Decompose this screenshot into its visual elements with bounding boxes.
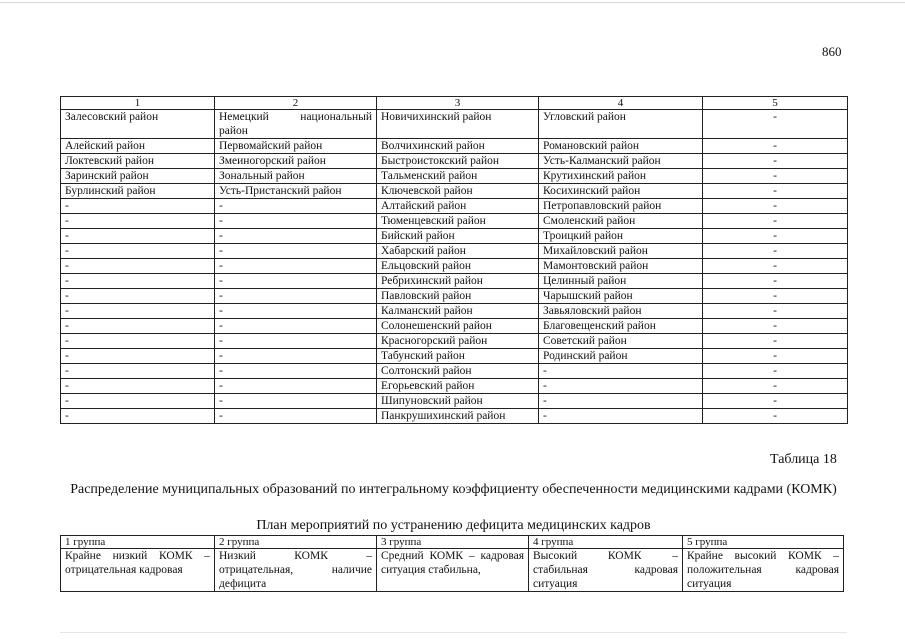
table-row (61, 259, 848, 274)
table-cell: Высокий КОМК – стабильная кадровая ситуация (529, 549, 683, 592)
table-cell: Алейский район (61, 139, 215, 154)
table-cell: Крутихинский район (539, 169, 703, 184)
table-cell: Смоленский район (539, 214, 703, 229)
column-header: 4 (539, 97, 703, 110)
table-cell: - (215, 319, 377, 334)
table-row (61, 349, 848, 364)
table-row (61, 184, 848, 199)
table-cell: - (61, 229, 215, 244)
table-row (61, 394, 848, 409)
table-cell: Низкий КОМК – отрицательная, наличие дефицита (215, 549, 377, 592)
table-cell: Панкрушихинский район (377, 409, 539, 424)
table-row (61, 274, 848, 289)
table-cell: Петропавловский район (539, 199, 703, 214)
table-cell: - (215, 229, 377, 244)
table-row (61, 244, 848, 259)
column-header: 4 группа (529, 536, 683, 549)
table-cell: - (215, 304, 377, 319)
table-cell: Заринский район (61, 169, 215, 184)
table-cell: Косихинский район (539, 184, 703, 199)
table-cell: Завьяловский район (539, 304, 703, 319)
table-header-row (61, 536, 844, 549)
table-cell: - (215, 364, 377, 379)
table-row (61, 139, 848, 154)
table-cell: - (61, 409, 215, 424)
table-cell: Ключевской район (377, 184, 539, 199)
table-cell: - (539, 364, 703, 379)
column-header: 2 (215, 97, 377, 110)
table-cell: - (703, 319, 848, 334)
districts-table (60, 96, 848, 424)
column-header: 2 группа (215, 536, 377, 549)
table-row (61, 364, 848, 379)
table-cell: - (61, 289, 215, 304)
table-cell: - (61, 349, 215, 364)
table-cell: - (215, 259, 377, 274)
table-cell: - (703, 274, 848, 289)
table-cell: - (703, 304, 848, 319)
table-cell: Бийский район (377, 229, 539, 244)
table-cell: - (61, 379, 215, 394)
table-cell: - (215, 214, 377, 229)
table-cell: Ребрихинский район (377, 274, 539, 289)
table-cell: - (539, 394, 703, 409)
table-row (61, 289, 848, 304)
table-cell: Павловский район (377, 289, 539, 304)
table-cell: - (61, 334, 215, 349)
table-cell: - (703, 259, 848, 274)
table-row (61, 199, 848, 214)
table-cell: Алтайский район (377, 199, 539, 214)
table-cell: - (61, 244, 215, 259)
table-number-label: Таблица 18 (770, 452, 837, 467)
table-cell: Волчихинский район (377, 139, 539, 154)
table-row (61, 169, 848, 184)
table-cell: - (215, 379, 377, 394)
table-cell: Средний КОМК – кадровая ситуация стабильна, (377, 549, 529, 592)
table-cell: - (703, 139, 848, 154)
table-cell: Родинский район (539, 349, 703, 364)
table-cell: - (703, 289, 848, 304)
table-row (61, 549, 844, 592)
table-cell: - (703, 169, 848, 184)
column-header: 5 группа (683, 536, 844, 549)
table-row (61, 110, 848, 139)
table-cell: Новичихинский район (377, 110, 539, 139)
table-cell: Зональный район (215, 169, 377, 184)
table-cell: Чарышский район (539, 289, 703, 304)
table-cell: Михайловский район (539, 244, 703, 259)
table-cell: - (703, 364, 848, 379)
table-cell: Солонешенский район (377, 319, 539, 334)
table-cell: Ельцовский район (377, 259, 539, 274)
table-cell: Крайне низкий КОМК – отрицательная кадровая (61, 549, 215, 592)
table-cell: Благовещенский район (539, 319, 703, 334)
table-cell: Калманский район (377, 304, 539, 319)
table-cell: Усть-Калманский район (539, 154, 703, 169)
table-cell: Бурлинский район (61, 184, 215, 199)
table-cell: Целинный район (539, 274, 703, 289)
table-cell: - (703, 110, 848, 139)
table-cell: Быстроистокский район (377, 154, 539, 169)
table-row (61, 214, 848, 229)
table-row (61, 334, 848, 349)
table-row (61, 319, 848, 334)
column-header: 3 группа (377, 536, 529, 549)
table-row (61, 229, 848, 244)
table-cell: Мамонтовский район (539, 259, 703, 274)
table-cell: Локтевский район (61, 154, 215, 169)
table-cell: Троицкий район (539, 229, 703, 244)
table-cell: - (215, 394, 377, 409)
table-cell: - (61, 274, 215, 289)
table-cell: Егорьевский район (377, 379, 539, 394)
table-cell: - (703, 199, 848, 214)
table-cell: - (215, 409, 377, 424)
table-cell: - (61, 214, 215, 229)
table-cell: - (215, 334, 377, 349)
groups-table (60, 535, 844, 592)
bottom-rule (60, 632, 847, 633)
table-cell: - (703, 379, 848, 394)
table-cell: Тальменский район (377, 169, 539, 184)
column-header: 1 (61, 97, 215, 110)
table-cell: - (61, 394, 215, 409)
table-cell: - (703, 349, 848, 364)
table-cell: - (215, 349, 377, 364)
table-cell: - (703, 244, 848, 259)
table-cell: - (61, 304, 215, 319)
column-header: 5 (703, 97, 848, 110)
table-cell: Немецкий национальный район (215, 110, 377, 139)
section-title: Распределение муниципальных образований по интегральному коэффициенту обеспеченности медицинскими кадрами (КОМК) (70, 482, 837, 497)
table-cell: - (215, 244, 377, 259)
column-header: 1 группа (61, 536, 215, 549)
table-cell: Романовский район (539, 139, 703, 154)
top-rule (0, 2, 905, 3)
table-cell: Залесовский район (61, 110, 215, 139)
table-cell: Солтонский район (377, 364, 539, 379)
table-cell: - (539, 409, 703, 424)
table-cell: Тюменцевский район (377, 214, 539, 229)
table-cell: - (703, 334, 848, 349)
table-cell: - (703, 214, 848, 229)
table-row (61, 379, 848, 394)
page-number: 860 (822, 44, 842, 59)
table-cell: - (61, 319, 215, 334)
table-cell: Шипуновский район (377, 394, 539, 409)
table-cell: Угловский район (539, 110, 703, 139)
table-row (61, 154, 848, 169)
table-cell: - (61, 364, 215, 379)
column-header: 3 (377, 97, 539, 110)
table-cell: - (703, 394, 848, 409)
table-cell: - (703, 184, 848, 199)
table-cell: - (215, 289, 377, 304)
plan-title: План мероприятий по устранению дефицита медицинских кадров (256, 518, 651, 533)
table-header-row (61, 97, 848, 110)
table-cell: - (703, 229, 848, 244)
table-cell: - (61, 259, 215, 274)
table-cell: Змеиногорский район (215, 154, 377, 169)
table-cell: Усть-Пристанский район (215, 184, 377, 199)
table-cell: - (215, 274, 377, 289)
table-cell: Табунский район (377, 349, 539, 364)
table-cell: Первомайский район (215, 139, 377, 154)
table-cell: Хабарский район (377, 244, 539, 259)
table-row (61, 409, 848, 424)
table-cell: Крайне высокий КОМК – положительная кадровая ситуация (683, 549, 844, 592)
table-cell: - (703, 154, 848, 169)
table-cell: Красногорский район (377, 334, 539, 349)
table-cell: Советский район (539, 334, 703, 349)
table-cell: - (703, 409, 848, 424)
table-cell: - (539, 379, 703, 394)
table-cell: - (61, 199, 215, 214)
table-cell: - (215, 199, 377, 214)
table-row (61, 304, 848, 319)
